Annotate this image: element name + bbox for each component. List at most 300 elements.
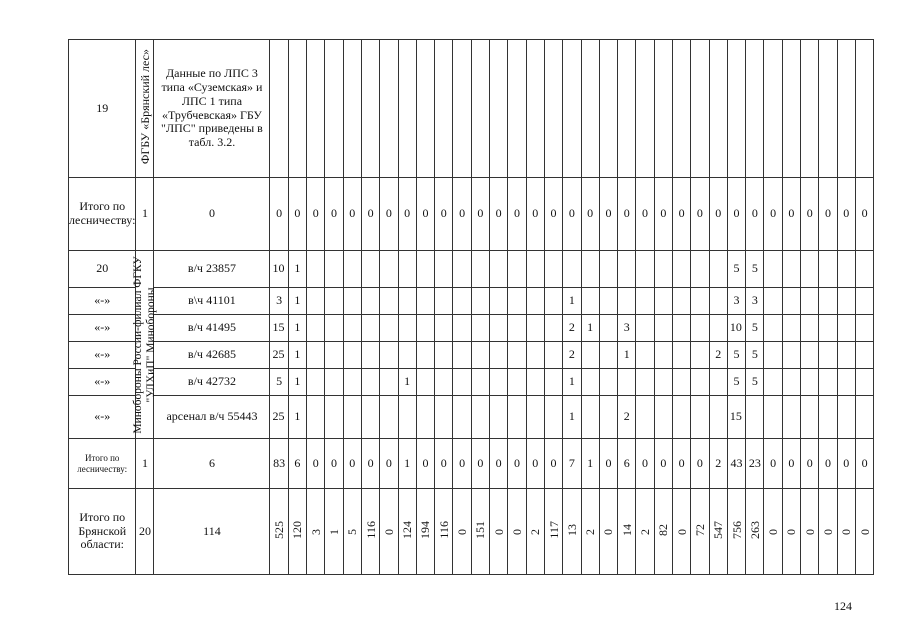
value-cell: [618, 40, 636, 178]
row-number: «-»: [69, 288, 136, 315]
value-cell: [526, 396, 544, 439]
value-cell: [544, 288, 562, 315]
value-cell: [453, 489, 471, 575]
value-cell: 0: [416, 439, 434, 489]
value-cell: [837, 396, 855, 439]
value-text: 14: [619, 523, 634, 536]
value-cell: 1: [288, 288, 306, 315]
value-cell: [654, 489, 672, 575]
value-cell: [801, 489, 819, 575]
value-cell: [526, 369, 544, 396]
value-text: 0: [821, 528, 835, 535]
value-cell: [855, 342, 873, 369]
value-cell: [654, 288, 672, 315]
value-cell: [654, 396, 672, 439]
value-cell: 0: [563, 178, 581, 251]
value-cell: [563, 489, 581, 575]
value-cell: [508, 396, 526, 439]
value-cell: [471, 342, 489, 369]
value-cell: [709, 396, 727, 439]
value-cell: [782, 489, 800, 575]
value-cell: 1: [581, 439, 599, 489]
value-cell: 0: [764, 178, 782, 251]
value-cell: [307, 396, 325, 439]
value-cell: [837, 489, 855, 575]
organization-name: Минобороны России-филиал ФГКУ "УЛХиП" Минобороны: [131, 255, 157, 434]
value-cell: 2: [563, 315, 581, 342]
value-cell: [471, 489, 489, 575]
unit-cell: в/ч 42732: [154, 369, 270, 396]
value-cell: [435, 251, 453, 288]
value-cell: [508, 489, 526, 575]
value-cell: [490, 251, 508, 288]
value-cell: 0: [508, 439, 526, 489]
value-cell: [691, 40, 709, 178]
value-cell: [764, 489, 782, 575]
value-cell: 0: [325, 439, 343, 489]
value-cell: [380, 251, 398, 288]
row-number: «-»: [69, 396, 136, 439]
value-cell: [453, 288, 471, 315]
forest-fire-resources-table: [68, 39, 874, 575]
value-cell: [672, 396, 690, 439]
value-text: 120: [290, 520, 305, 539]
value-cell: [307, 251, 325, 288]
value-cell: [325, 489, 343, 575]
value-cell: [526, 315, 544, 342]
value-cell: 0: [709, 178, 727, 251]
value-cell: [325, 251, 343, 288]
value-cell: [398, 288, 416, 315]
value-cell: [435, 288, 453, 315]
value-cell: [325, 288, 343, 315]
value-text: 151: [473, 520, 488, 539]
value-cell: 10: [270, 251, 288, 288]
value-cell: [581, 396, 599, 439]
value-cell: [855, 315, 873, 342]
value-cell: [618, 251, 636, 288]
value-cell: [416, 489, 434, 575]
value-cell: [307, 369, 325, 396]
value-cell: [453, 251, 471, 288]
value-cell: 1: [563, 396, 581, 439]
value-cell: 5: [727, 369, 745, 396]
value-text: 525: [272, 520, 287, 539]
value-cell: [581, 251, 599, 288]
value-cell: [581, 489, 599, 575]
value-cell: [801, 369, 819, 396]
value-cell: 1: [398, 439, 416, 489]
value-cell: [618, 489, 636, 575]
value-cell: [307, 342, 325, 369]
value-cell: [764, 251, 782, 288]
value-cell: 25: [270, 396, 288, 439]
row-number: 20: [69, 251, 136, 288]
value-cell: [782, 288, 800, 315]
value-cell: [398, 40, 416, 178]
value-cell: [636, 40, 654, 178]
value-cell: [325, 342, 343, 369]
value-text: 0: [509, 528, 524, 535]
unit-cell: в/ч 42685: [154, 342, 270, 369]
value-cell: [801, 40, 819, 178]
value-cell: [380, 396, 398, 439]
value-text: 547: [711, 520, 726, 539]
value-cell: [801, 342, 819, 369]
value-cell: [709, 251, 727, 288]
value-cell: [636, 396, 654, 439]
value-cell: 6: [288, 439, 306, 489]
value-cell: [343, 369, 361, 396]
value-text: 0: [674, 528, 689, 535]
value-cell: 1: [288, 369, 306, 396]
unit-cell: в/ч 23857: [154, 251, 270, 288]
unit-cell: в/ч 41495: [154, 315, 270, 342]
value-cell: [508, 40, 526, 178]
value-cell: [361, 369, 379, 396]
value-cell: 0: [819, 439, 837, 489]
value-cell: [435, 396, 453, 439]
organization-name: ФГБУ «Брянский лес»: [137, 49, 152, 165]
value-cell: [563, 251, 581, 288]
value-cell: [270, 40, 288, 178]
value-cell: 3: [727, 288, 745, 315]
value-cell: 5: [746, 315, 764, 342]
value-cell: [361, 40, 379, 178]
value-cell: [490, 489, 508, 575]
value-cell: 0: [325, 178, 343, 251]
value-cell: [801, 288, 819, 315]
value-cell: 5: [746, 342, 764, 369]
value-cell: 0: [782, 439, 800, 489]
value-cell: 0: [435, 178, 453, 251]
table-row: [69, 251, 874, 288]
value-cell: 0: [435, 439, 453, 489]
value-cell: [343, 396, 361, 439]
value-cell: [361, 396, 379, 439]
value-cell: 1: [581, 315, 599, 342]
value-cell: [343, 342, 361, 369]
value-cell: [361, 251, 379, 288]
value-cell: 5: [727, 251, 745, 288]
subtotal-label: Итого по лесничеству:: [69, 439, 136, 489]
value-cell: [837, 369, 855, 396]
value-cell: [837, 315, 855, 342]
value-cell: 0: [599, 178, 617, 251]
value-cell: [764, 315, 782, 342]
table-row: [69, 342, 874, 369]
value-cell: [343, 40, 361, 178]
value-cell: [746, 396, 764, 439]
value-cell: [361, 489, 379, 575]
value-cell: [526, 489, 544, 575]
value-cell: 0: [380, 439, 398, 489]
value-cell: [435, 489, 453, 575]
value-cell: 1: [398, 369, 416, 396]
value-cell: [599, 315, 617, 342]
value-cell: 5: [727, 342, 745, 369]
value-cell: [599, 489, 617, 575]
value-cell: 0: [307, 439, 325, 489]
value-cell: 0: [544, 178, 562, 251]
value-cell: [380, 315, 398, 342]
value-cell: [819, 40, 837, 178]
value-cell: [819, 342, 837, 369]
value-cell: 0: [398, 178, 416, 251]
value-cell: [746, 40, 764, 178]
table-row-subtotal: [69, 178, 874, 251]
total-c3: 114: [154, 489, 270, 575]
table-body: [69, 40, 874, 575]
value-cell: [471, 315, 489, 342]
subtotal-c3: 0: [154, 178, 270, 251]
value-cell: [764, 369, 782, 396]
row-number: «-»: [69, 369, 136, 396]
value-cell: [709, 369, 727, 396]
value-cell: [307, 40, 325, 178]
value-cell: 0: [691, 439, 709, 489]
value-cell: [819, 315, 837, 342]
value-cell: [801, 315, 819, 342]
value-cell: [599, 396, 617, 439]
value-cell: [782, 396, 800, 439]
value-cell: [599, 40, 617, 178]
value-text: 263: [747, 520, 762, 539]
value-cell: 0: [361, 178, 379, 251]
value-cell: 7: [563, 439, 581, 489]
value-cell: 0: [746, 178, 764, 251]
value-cell: [782, 342, 800, 369]
value-cell: [837, 40, 855, 178]
value-cell: [471, 40, 489, 178]
value-cell: [380, 489, 398, 575]
subtotal-c3: 6: [154, 439, 270, 489]
value-cell: [581, 40, 599, 178]
value-cell: [471, 288, 489, 315]
value-text: 0: [784, 528, 799, 535]
value-cell: 0: [855, 439, 873, 489]
value-cell: 0: [801, 439, 819, 489]
value-text: 0: [381, 528, 396, 535]
value-cell: [599, 342, 617, 369]
value-cell: [819, 396, 837, 439]
value-cell: [709, 40, 727, 178]
value-cell: 1: [288, 251, 306, 288]
value-cell: [435, 315, 453, 342]
value-text: 194: [418, 520, 433, 539]
value-cell: [801, 251, 819, 288]
value-cell: 0: [672, 178, 690, 251]
value-cell: [691, 251, 709, 288]
value-cell: [764, 288, 782, 315]
value-cell: [380, 342, 398, 369]
value-cell: [709, 315, 727, 342]
value-cell: [782, 251, 800, 288]
value-text: 756: [729, 520, 744, 539]
value-cell: 1: [563, 369, 581, 396]
value-cell: [471, 251, 489, 288]
value-cell: [782, 369, 800, 396]
value-cell: [672, 251, 690, 288]
value-cell: [672, 40, 690, 178]
value-cell: [727, 489, 745, 575]
value-cell: [599, 288, 617, 315]
value-cell: [270, 489, 288, 575]
value-text: 116: [363, 520, 378, 539]
table-row: [69, 369, 874, 396]
value-cell: 2: [709, 439, 727, 489]
table-row-total: [69, 489, 874, 575]
value-cell: 6: [618, 439, 636, 489]
value-cell: [490, 369, 508, 396]
row-number: 19: [69, 40, 136, 178]
value-cell: 0: [270, 178, 288, 251]
value-cell: [855, 288, 873, 315]
table-row: [69, 288, 874, 315]
value-cell: [672, 288, 690, 315]
value-cell: 5: [746, 369, 764, 396]
value-cell: 0: [855, 178, 873, 251]
value-cell: [471, 369, 489, 396]
value-cell: [581, 369, 599, 396]
value-cell: 3: [746, 288, 764, 315]
value-cell: 23: [746, 439, 764, 489]
value-cell: [654, 369, 672, 396]
value-cell: 0: [654, 178, 672, 251]
value-cell: [691, 288, 709, 315]
value-cell: [782, 315, 800, 342]
value-text: 116: [436, 520, 451, 539]
value-cell: 2: [563, 342, 581, 369]
table-row: [69, 315, 874, 342]
value-cell: [453, 40, 471, 178]
value-cell: 15: [727, 396, 745, 439]
value-cell: [398, 251, 416, 288]
value-cell: [801, 396, 819, 439]
value-cell: [855, 489, 873, 575]
value-text: 0: [839, 528, 854, 535]
value-cell: [544, 342, 562, 369]
value-text: 0: [601, 528, 616, 535]
organization-cell: [131, 251, 157, 439]
unit-cell: арсенал в/ч 55443: [154, 396, 270, 439]
value-cell: [490, 315, 508, 342]
value-cell: [453, 342, 471, 369]
value-cell: [380, 40, 398, 178]
value-cell: 43: [727, 439, 745, 489]
value-cell: [618, 288, 636, 315]
value-cell: 15: [270, 315, 288, 342]
value-cell: 0: [672, 439, 690, 489]
value-text: 0: [857, 528, 872, 535]
value-cell: [453, 396, 471, 439]
value-cell: [544, 489, 562, 575]
value-cell: [343, 315, 361, 342]
value-cell: [563, 40, 581, 178]
value-cell: [416, 251, 434, 288]
value-cell: [636, 342, 654, 369]
value-cell: [819, 489, 837, 575]
value-text: 0: [802, 528, 817, 535]
value-cell: 25: [270, 342, 288, 369]
total-c2: 20: [136, 489, 154, 575]
value-cell: [581, 342, 599, 369]
value-cell: [307, 489, 325, 575]
value-cell: 0: [416, 178, 434, 251]
value-cell: [325, 40, 343, 178]
value-cell: 0: [453, 178, 471, 251]
value-cell: [361, 342, 379, 369]
value-cell: 0: [343, 439, 361, 489]
value-cell: [398, 315, 416, 342]
table-row-subtotal: [69, 439, 874, 489]
value-cell: [490, 288, 508, 315]
table-row: [69, 396, 874, 439]
value-cell: 5: [270, 369, 288, 396]
value-text: 82: [656, 523, 671, 536]
value-text: 5: [345, 528, 360, 535]
value-cell: [764, 40, 782, 178]
value-text: 2: [528, 528, 543, 535]
value-cell: 0: [288, 178, 306, 251]
value-cell: [343, 288, 361, 315]
value-cell: [691, 489, 709, 575]
value-cell: [416, 40, 434, 178]
value-cell: [325, 396, 343, 439]
value-cell: 0: [471, 439, 489, 489]
value-cell: [490, 396, 508, 439]
value-cell: [361, 288, 379, 315]
value-cell: [288, 489, 306, 575]
value-cell: [672, 315, 690, 342]
value-cell: [416, 396, 434, 439]
value-cell: 10: [727, 315, 745, 342]
value-cell: [837, 251, 855, 288]
value-cell: [307, 288, 325, 315]
value-cell: [672, 369, 690, 396]
value-cell: 2: [709, 342, 727, 369]
value-cell: 0: [764, 439, 782, 489]
value-cell: 0: [490, 178, 508, 251]
value-cell: 3: [618, 315, 636, 342]
value-cell: [380, 369, 398, 396]
subtotal-c2: 1: [136, 439, 154, 489]
value-cell: [819, 288, 837, 315]
subtotal-c2: 1: [136, 178, 154, 251]
value-cell: [544, 369, 562, 396]
value-cell: [654, 315, 672, 342]
value-text: 0: [455, 528, 470, 535]
value-cell: [636, 288, 654, 315]
value-cell: 1: [288, 342, 306, 369]
value-cell: 0: [727, 178, 745, 251]
value-cell: [855, 369, 873, 396]
value-cell: [398, 489, 416, 575]
value-cell: [325, 315, 343, 342]
value-text: 124: [400, 520, 415, 539]
table-row: [69, 40, 874, 178]
value-cell: [654, 342, 672, 369]
value-cell: [307, 315, 325, 342]
value-cell: [490, 40, 508, 178]
value-cell: 1: [288, 315, 306, 342]
value-cell: [672, 489, 690, 575]
value-cell: [508, 342, 526, 369]
value-cell: 0: [837, 439, 855, 489]
value-cell: [325, 369, 343, 396]
value-cell: [672, 342, 690, 369]
value-cell: 0: [654, 439, 672, 489]
